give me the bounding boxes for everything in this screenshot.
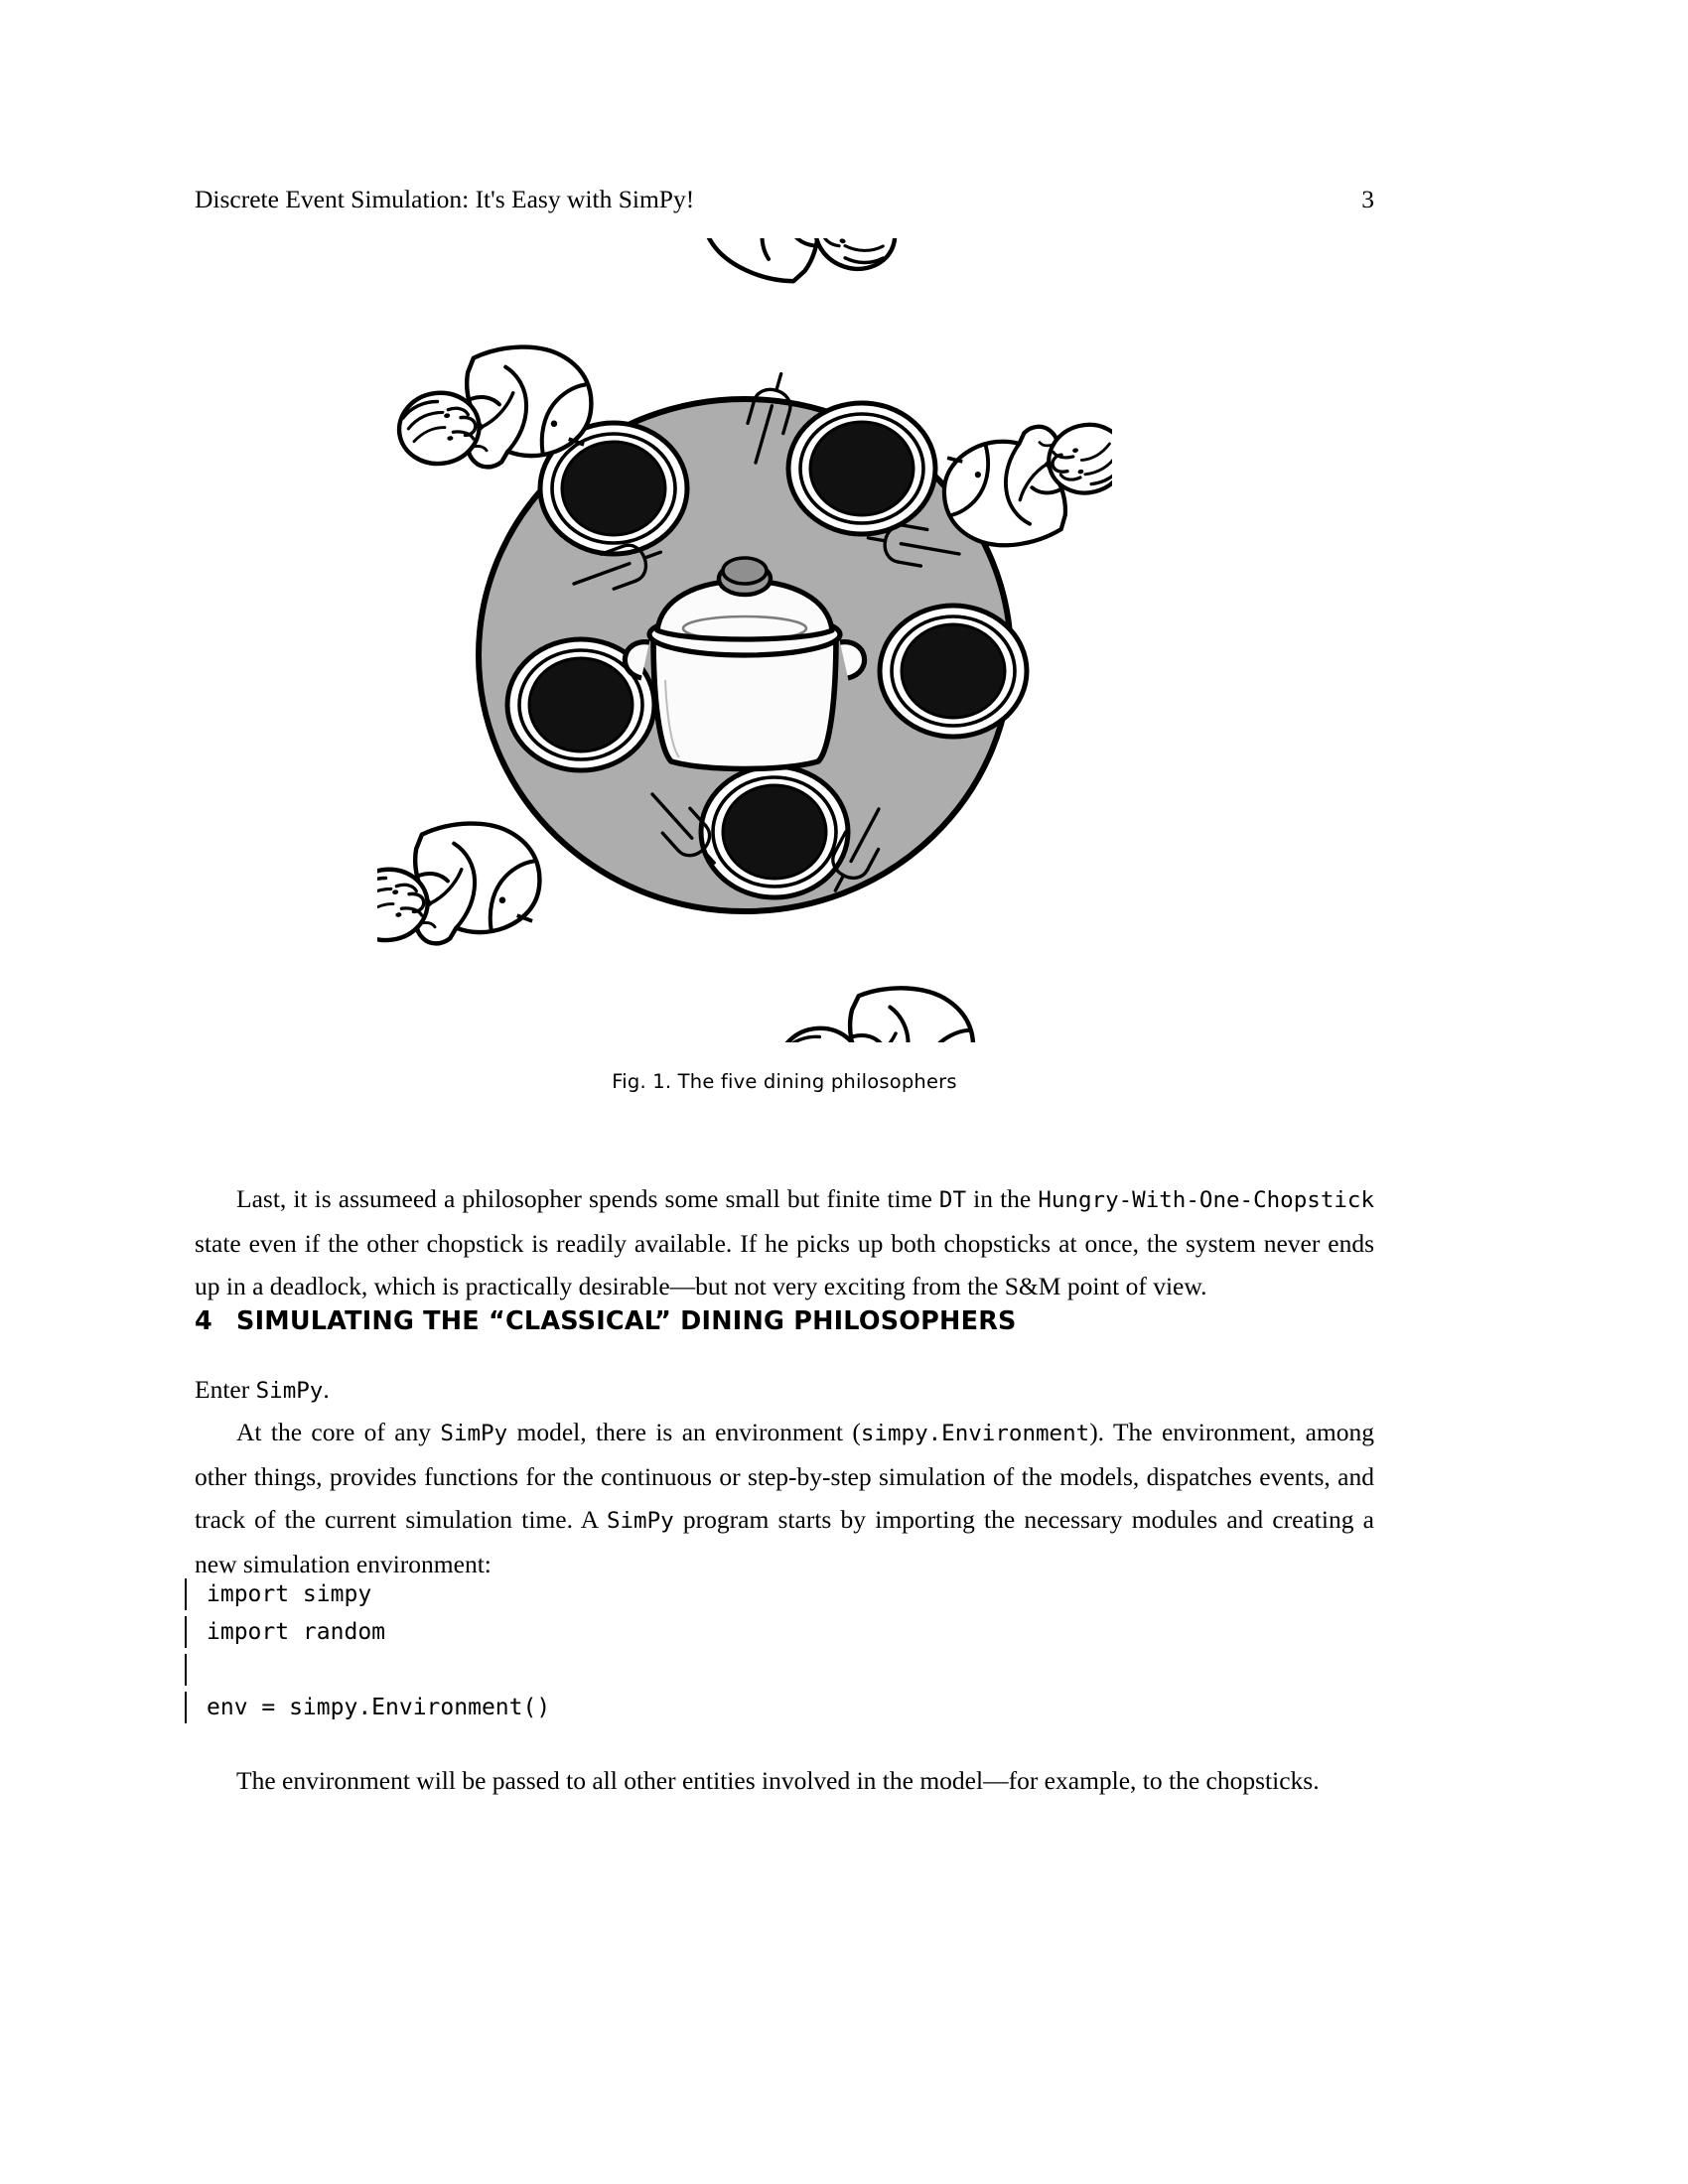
philosopher <box>377 814 547 955</box>
paragraph-enter-simpy <box>195 1368 1374 1413</box>
text-run: model, there is an environment ( <box>507 1418 861 1446</box>
section-title: SIMULATING THE “CLASSICAL” DINING PHILOSOPHERS <box>236 1306 1017 1336</box>
page-number: 3 <box>1361 185 1374 213</box>
code-line: env = simpy.Environment() <box>185 1689 1376 1726</box>
inline-code-hungry-state: Hungry-With-One-Chopstick <box>1038 1187 1374 1213</box>
running-head-title: Discrete Event Simulation: It's Easy with SimPy! <box>195 185 695 213</box>
philosopher <box>774 983 977 1042</box>
paragraph-environment-core <box>195 1411 1374 1585</box>
text-run: in the <box>966 1184 1039 1213</box>
text-run: state even if the other chopstick is readily available. If he picks up both chopsticks at once, the system never ends up in a deadlock, which is practically desirable—but not very exciting from the S&M point of view. <box>195 1229 1374 1300</box>
inline-code-dt: DT <box>938 1187 966 1213</box>
paragraph-environment-passed <box>195 1759 1374 1802</box>
paragraph-last-assumption <box>195 1177 1374 1307</box>
inline-code-simpy: SimPy <box>606 1508 674 1534</box>
figure-caption: Fig. 1. The five dining philosophers <box>612 1070 957 1093</box>
inline-code-simpy: SimPy <box>255 1378 324 1404</box>
running-head <box>195 185 1374 215</box>
text-run: program starts by importing the necessary modules and creating a new simulation environment: <box>195 1505 1374 1578</box>
figure-dining-philosophers <box>377 238 1112 1042</box>
text-run: The environment will be passed to all other entities involved in the model—for example, to the chopsticks. <box>236 1766 1320 1795</box>
section-number: 4 <box>195 1306 212 1336</box>
philosopher <box>686 238 907 312</box>
text-run: At the core of any <box>236 1418 441 1446</box>
text-run: Last, it is assumeed a philosopher spends some small but finite time <box>236 1184 939 1213</box>
code-line: import random <box>185 1613 1376 1651</box>
inline-code-simpy: SimPy <box>440 1421 508 1446</box>
code-line: import simpy <box>185 1575 1376 1613</box>
section-heading <box>195 1306 1374 1336</box>
text-run: ). The environment, among other things, provides functions for the continuous or step-by-step simulation of the models, dispatches events, and track of the current simulation time. A <box>195 1418 1374 1534</box>
inline-code-simpy-environment: simpy.Environment <box>860 1421 1090 1446</box>
text-run: Enter <box>195 1375 256 1404</box>
dining-philosophers-illustration <box>377 238 1112 1042</box>
code-listing <box>185 1575 1376 1726</box>
text-run: . <box>323 1375 330 1404</box>
code-line <box>185 1651 1376 1689</box>
